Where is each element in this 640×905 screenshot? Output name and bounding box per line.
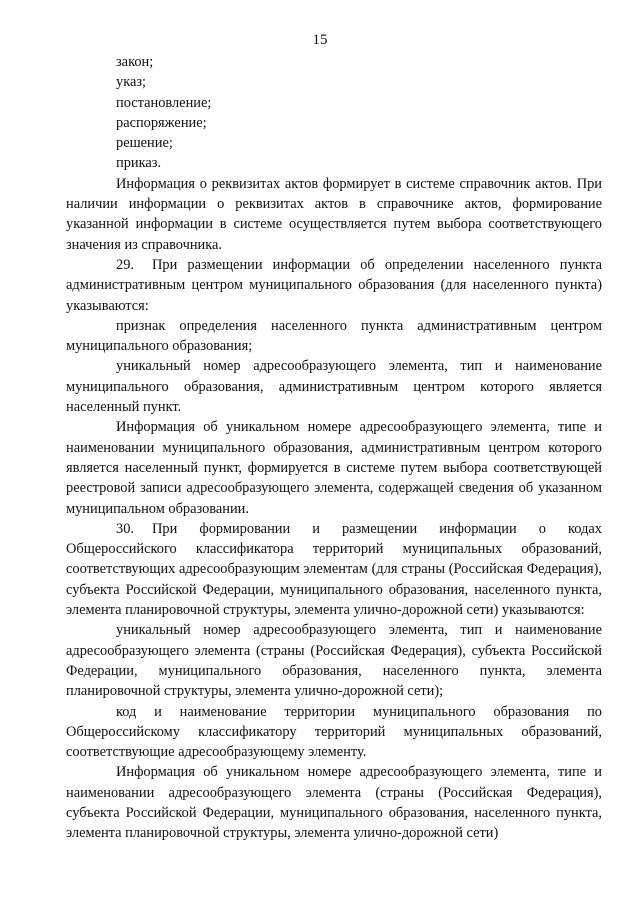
paragraph-29 bbox=[66, 255, 602, 316]
paragraph-number: 30. bbox=[116, 520, 134, 537]
paragraph-30-item: код и наименование территории муниципального образования по Общероссийскому классификатору территорий муниципальных образований, соответствующие адресообразующему элементу. bbox=[66, 703, 602, 761]
act-type-item: решение; bbox=[116, 135, 173, 152]
act-type-item: указ; bbox=[116, 74, 147, 91]
act-type-item: распоряжение; bbox=[116, 114, 207, 131]
page-number: 15 bbox=[312, 32, 328, 48]
act-type-item: приказ. bbox=[116, 155, 162, 172]
paragraph-text: При формировании и размещении информации о кодах Общероссийского классификатора территорий муниципальных образований, соответствующих адресообразующим элементам (для страны (Российская Федерация), субъекта Российской Федерации, муниципального образования, населенного пункта, элемента планировочной структуры, элемента улично-дорожной сети) указываются: bbox=[66, 520, 602, 619]
paragraph-30-info: Информация об уникальном номере адресообразующего элемента, типе и наименовании адресообразующего элемента (страны (Российская Федерация), субъекта Российской Федерации, муниципального образования, населенного пункта, элемента планировочной структуры, элемента улично-дорожной сети) bbox=[66, 764, 602, 842]
paragraph-text: При размещении информации об определении населенного пункта административным центром муниципального образования (для населенного пункта) указываются: bbox=[66, 256, 602, 314]
paragraph-29-item: уникальный номер адресообразующего элемента, тип и наименование муниципального образования, административным центром которого является населенный пункт. bbox=[66, 358, 602, 416]
paragraph-acts-info: Информация о реквизитах актов формирует в системе справочник актов. При наличии информации о реквизитах актов в справочнике актов, формирование указанной информации в системе осуществляется путем выбора соответствующего значения из справочника. bbox=[66, 175, 602, 253]
paragraph-30-item: уникальный номер адресообразующего элемента, тип и наименование адресообразующего элемента (страны (Российская Федерация), субъекта Российской Федерации, муниципального образования, населенного пункта, элемента планировочной структуры, элемента улично-дорожной сети); bbox=[66, 622, 602, 700]
paragraph-30 bbox=[66, 519, 602, 620]
paragraph-number: 29. bbox=[116, 256, 134, 273]
paragraph-29-item: признак определения населенного пункта административным центром муниципального образования; bbox=[66, 317, 602, 355]
page-content bbox=[66, 52, 602, 844]
paragraph-29-info: Информация об уникальном номере адресообразующего элемента, типе и наименовании муниципального образования, административным центром которого является населенный пункт, формируется в системе путем выбора соответствующей реестровой записи адресообразующего элемента, содержащей сведения об указанном муниципальном образовании. bbox=[66, 419, 602, 517]
act-type-item: постановление; bbox=[116, 94, 212, 111]
act-type-item: закон; bbox=[116, 54, 154, 70]
